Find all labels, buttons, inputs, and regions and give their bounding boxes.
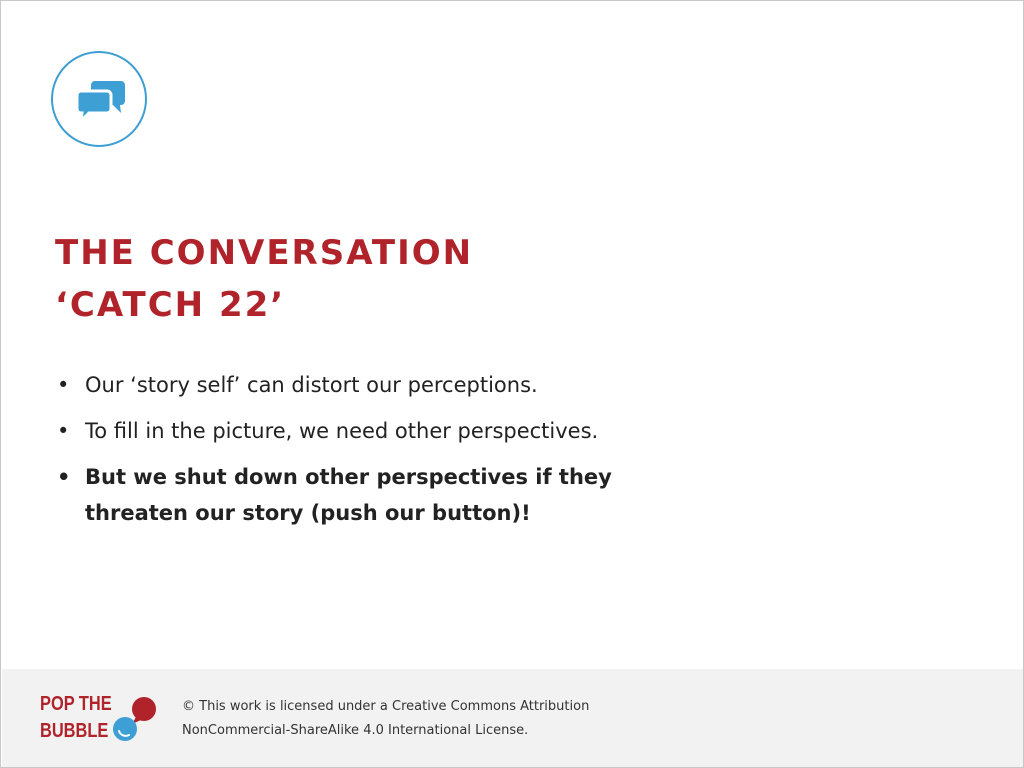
license-line-1: © This work is licensed under a Creative Commons Attribution [182, 699, 590, 714]
bullet-dot: • [57, 373, 70, 397]
logo-line-2: BUBBLE [40, 720, 109, 742]
bullet-item [55, 413, 695, 449]
bullet-dot: • [57, 419, 70, 443]
license-line-2: NonCommercial-ShareAlike 4.0 International License. [182, 723, 529, 738]
pop-bubble-icon [110, 695, 160, 745]
logo-text [40, 691, 112, 745]
title-line-1: THE CONVERSATION [55, 233, 474, 273]
bullet-item [55, 367, 695, 403]
bullet-text: But we shut down other perspectives if they threaten our story (push our button)! [85, 465, 612, 525]
bullet-dot: • [57, 465, 71, 489]
footer [2, 669, 1023, 767]
bullet-text: Our ‘story self’ can distort our perceptions. [85, 373, 538, 397]
license-text [182, 695, 589, 743]
logo-line-1: POP THE [40, 693, 112, 715]
bullet-list [55, 367, 695, 541]
chat-bubbles-icon [51, 51, 147, 147]
chat-bubbles-icon-graphic [75, 79, 127, 121]
title-line-2: ‘CATCH 22’ [55, 285, 286, 325]
slide-title [55, 227, 473, 331]
bullet-item [55, 459, 695, 531]
pop-the-bubble-logo [40, 691, 160, 747]
bullet-text: To fill in the picture, we need other perspectives. [85, 419, 599, 443]
